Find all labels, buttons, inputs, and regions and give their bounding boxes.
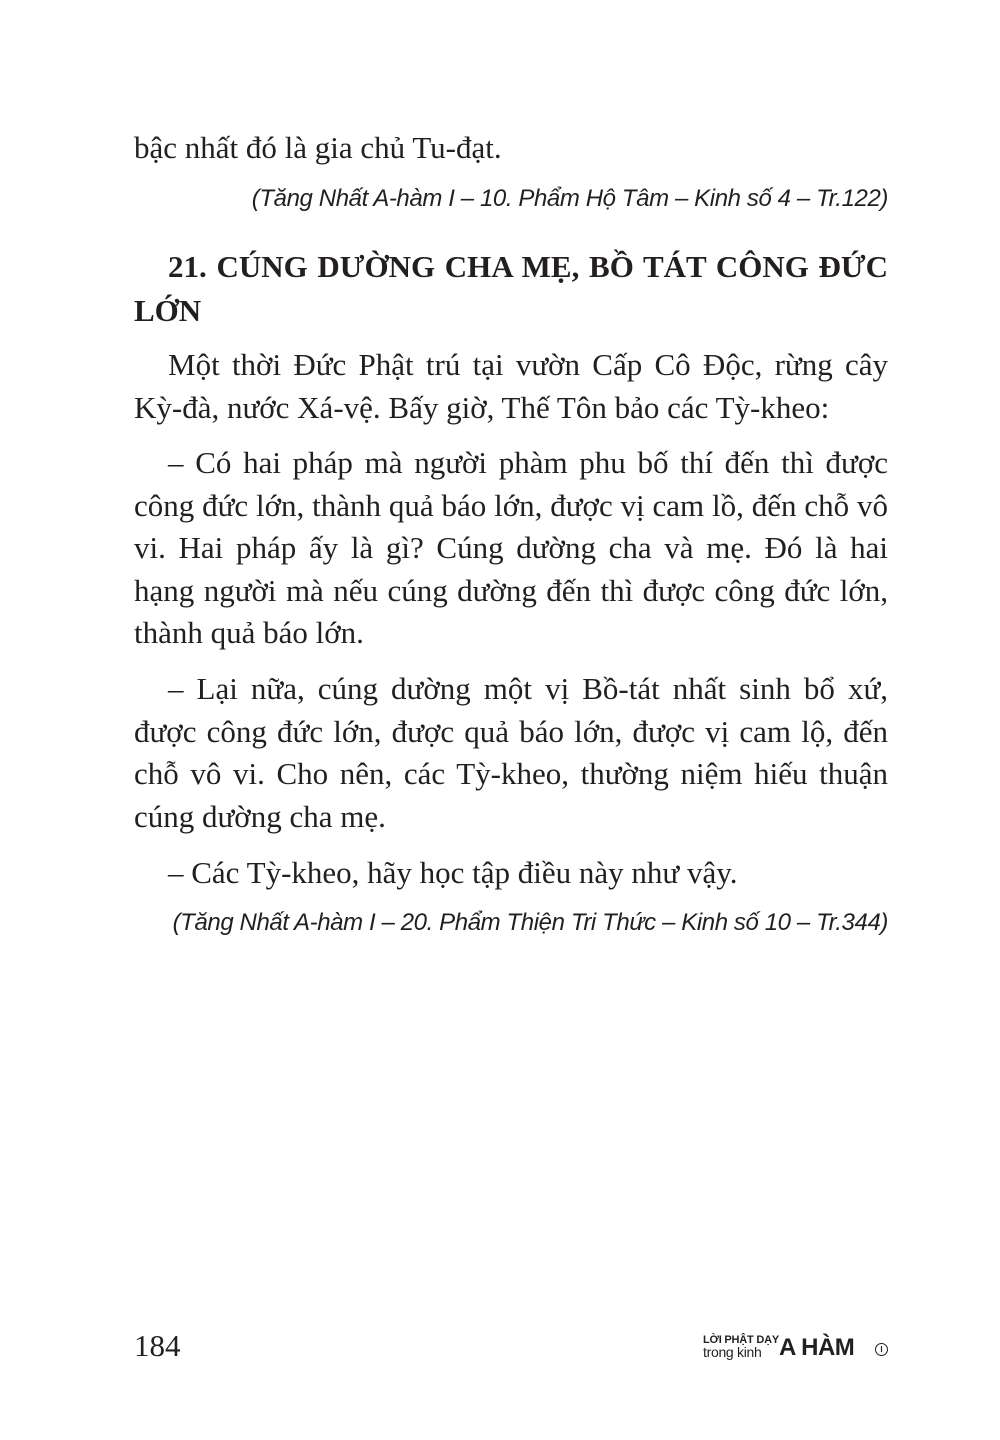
brand-line-2: trong kinh (703, 1344, 762, 1360)
paragraph-intro: Một thời Đức Phật trú tại vườn Cấp Cô Độc, rừng cây Kỳ-đà, nước Xá-vệ. Bấy giờ, Thế Tôn bảo các Tỳ-kheo: (134, 347, 888, 425)
section-heading: 21. CÚNG DƯỜNG CHA MẸ, BỒ TÁT CÔNG ĐỨC LỚN (134, 249, 888, 328)
citation-bottom: (Tăng Nhất A-hàm I – 20. Phẩm Thiện Tri Thức – Kinh số 10 – Tr.344) (172, 909, 888, 936)
brand-title: A HÀM (779, 1334, 855, 1361)
book-brand-logo (703, 1334, 893, 1364)
continued-line: bậc nhất đó là gia chủ Tu-đạt. (134, 130, 502, 165)
page-number: 184 (134, 1328, 181, 1363)
paragraph-two-dharmas: – Có hai pháp mà người phàm phu bố thí đến thì được công đức lớn, thành quả báo lớn, được vị cam lồ, đến chỗ vô vi. Hai pháp ấy là gì? Cúng dường cha và mẹ. Đó là hai hạng người mà nếu cúng dường đến thì được công đức lớn, thành quả báo lớn. (134, 445, 888, 650)
brand-line-1: LỜI PHẬT DẠY (703, 1334, 780, 1346)
paragraph-bodhisattva: – Lại nữa, cúng dường một vị Bồ-tát nhất sinh bổ xứ, được công đức lớn, được quả báo lớn, được vị cam lộ, đến chỗ vô vi. Cho nên, các Tỳ-kheo, thường niệm hiếu thuận cúng dường cha mẹ. (134, 671, 888, 834)
paragraph-closing: – Các Tỳ-kheo, hãy học tập điều này như vậy. (168, 855, 738, 890)
volume-badge: I (875, 1343, 888, 1356)
citation-top: (Tăng Nhất A-hàm I – 10. Phẩm Hộ Tâm – Kinh số 4 – Tr.122) (251, 185, 888, 212)
